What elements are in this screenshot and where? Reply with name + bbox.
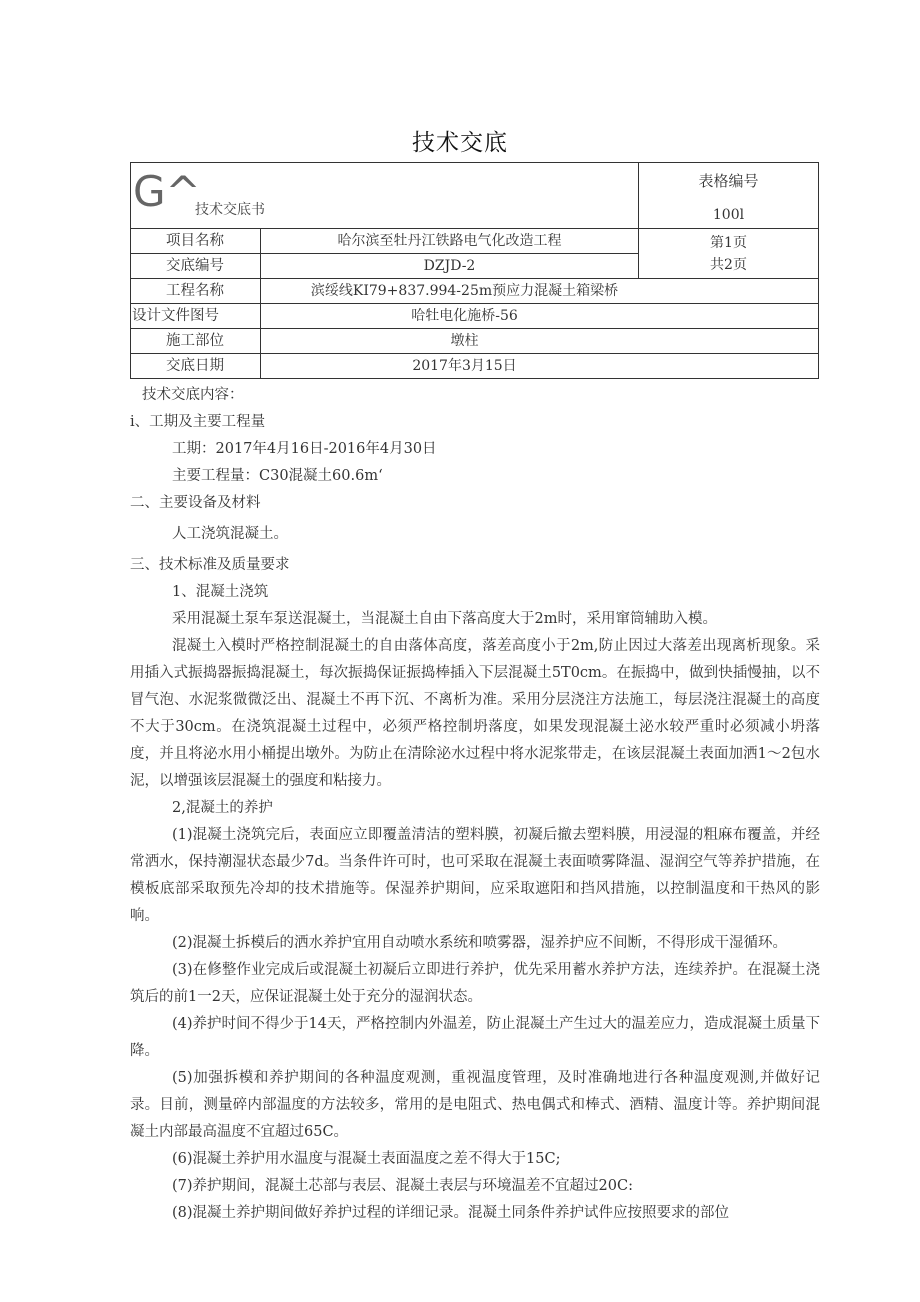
paragraph: (1)混凝土浇筑完后，表面应立即覆盖清洁的塑料膜，初凝后撤去塑料膜，用浸湿的粗麻布覆盖，并经常洒水，保持潮湿状态最少7d。当条件许可时，也可采取在混凝土表面喷雾降温、湿润空气等养护措施，在模板底部采取预先冷却的技术措施等。保湿养护期间，应采取遮阳和挡风措施，以控制温度和干热风的影响。 <box>130 827 820 924</box>
paragraph: (5)加强拆模和养护期间的各种温度观测，重视温度管理，及时准确地进行各种温度观测,并做好记录。目前，测量碎内部温度的方法较多，常用的是电阻式、热电偶式和棒式、酒精、温度计等。养护期间混凝土内部最高温度不宜超过65C。 <box>130 1070 820 1140</box>
logo-cell <box>131 163 639 229</box>
paragraph: (6)混凝土养护用水温度与混凝土表面温度之差不得大于15C; <box>172 1151 561 1167</box>
disclosure-no-value: DZJD-2 <box>261 254 639 279</box>
engineering-name-value: 滨绥线KI79+837.994-25m预应力混凝土箱梁桥 <box>261 279 819 304</box>
logo-subtitle: 技术交底书 <box>195 202 265 218</box>
section-3-title: 三、技术标准及质量要求 <box>130 557 290 573</box>
form-code-value: 100l <box>712 206 745 223</box>
form-code-label: 表格编号 <box>698 171 759 190</box>
paragraph: (2)混凝土拆模后的洒水养护宜用自动喷水系统和喷雾器，湿养护应不间断，不得形成干湿循环。 <box>172 935 788 951</box>
construction-part-value: 墩柱 <box>261 329 819 354</box>
design-doc-label: 设计文件图号 <box>131 304 261 329</box>
logo-mark: G^ <box>133 167 201 216</box>
disclosure-date-value: 2017年3月15日 <box>261 354 819 379</box>
subsection-2-title: 2,混凝土的养护 <box>172 800 273 816</box>
content-heading: 技术交底内容： <box>142 387 244 403</box>
construction-part-label: 施工部位 <box>131 329 261 354</box>
paragraph: (7)养护期间，混凝土芯部与表层、混凝土表层与环境温差不宜超过20C: <box>172 1178 633 1194</box>
paragraph: 采用混凝土泵车泵送混凝土，当混凝土自由下落高度大于2m时，采用窜筒辅助入模。 <box>172 611 717 627</box>
page-info-cell <box>639 229 819 279</box>
content-body <box>130 382 820 1227</box>
project-name-value: 哈尔滨至牡丹江铁路电气化改造工程 <box>261 229 639 254</box>
paragraph: (8)混凝土养护期间做好养护过程的详细记录。混凝土同条件养护试件应按照要求的部位 <box>172 1205 730 1221</box>
quantity-line: 主要工程量：C30混凝土60.6m‘ <box>172 468 383 484</box>
paragraph: (4)养护时间不得少于14天，严格控制内外温差，防止混凝土产生过大的温差应力，造成混凝土质量下降。 <box>130 1016 820 1059</box>
page-number: 第1页 <box>710 234 747 251</box>
subsection-1-title: 1、混凝土浇筑 <box>172 584 269 600</box>
disclosure-no-label: 交底编号 <box>131 254 261 279</box>
paragraph: 混凝土入模时严格控制混凝土的自由落体高度，落差高度小于2m,防止因过大落差出现离析现象。采用插入式振捣器振捣混凝土，每次振捣保证振捣棒插入下层混凝土5T0cm。在振捣中，做到快插慢抽，以不冒气泡、水泥浆微微泛出、混凝土不再下沉、不离析为准。采用分层浇注方法施工，每层浇注混凝土的高度不大于30cm。在浇筑混凝土过程中，必须严格控制坍落度，如果发现混凝土泌水较严重时必须减小坍落度，并且将泌水用小桶提出墩外。为防止在清除泌水过程中将水泥浆带走，在该层混凝土表面加洒1～2包水泥，以增强该层混凝土的强度和粘接力。 <box>130 638 820 789</box>
paragraph: (3)在修整作业完成后或混凝土初凝后立即进行养护，优先采用蓄水养护方法，连续养护。在混凝土浇筑后的前1一2天，应保证混凝土处于充分的湿润状态。 <box>130 962 820 1005</box>
equipment-line: 人工浇筑混凝土。 <box>172 526 288 542</box>
engineering-name-label: 工程名称 <box>131 279 261 304</box>
page-total: 共2页 <box>710 256 747 273</box>
design-doc-value: 哈牡电化施桥-56 <box>261 304 819 329</box>
page-title: 技术交底 <box>412 130 508 156</box>
disclosure-date-label: 交底日期 <box>131 354 261 379</box>
section-2-title: 二、主要设备及材料 <box>130 495 261 511</box>
schedule-line: 工期：2017年4月16日-2016年4月30日 <box>172 441 437 457</box>
project-name-label: 项目名称 <box>131 229 261 254</box>
info-table <box>130 162 819 379</box>
form-code-cell <box>639 163 819 229</box>
section-1-title: i、工期及主要工程量 <box>130 414 266 430</box>
